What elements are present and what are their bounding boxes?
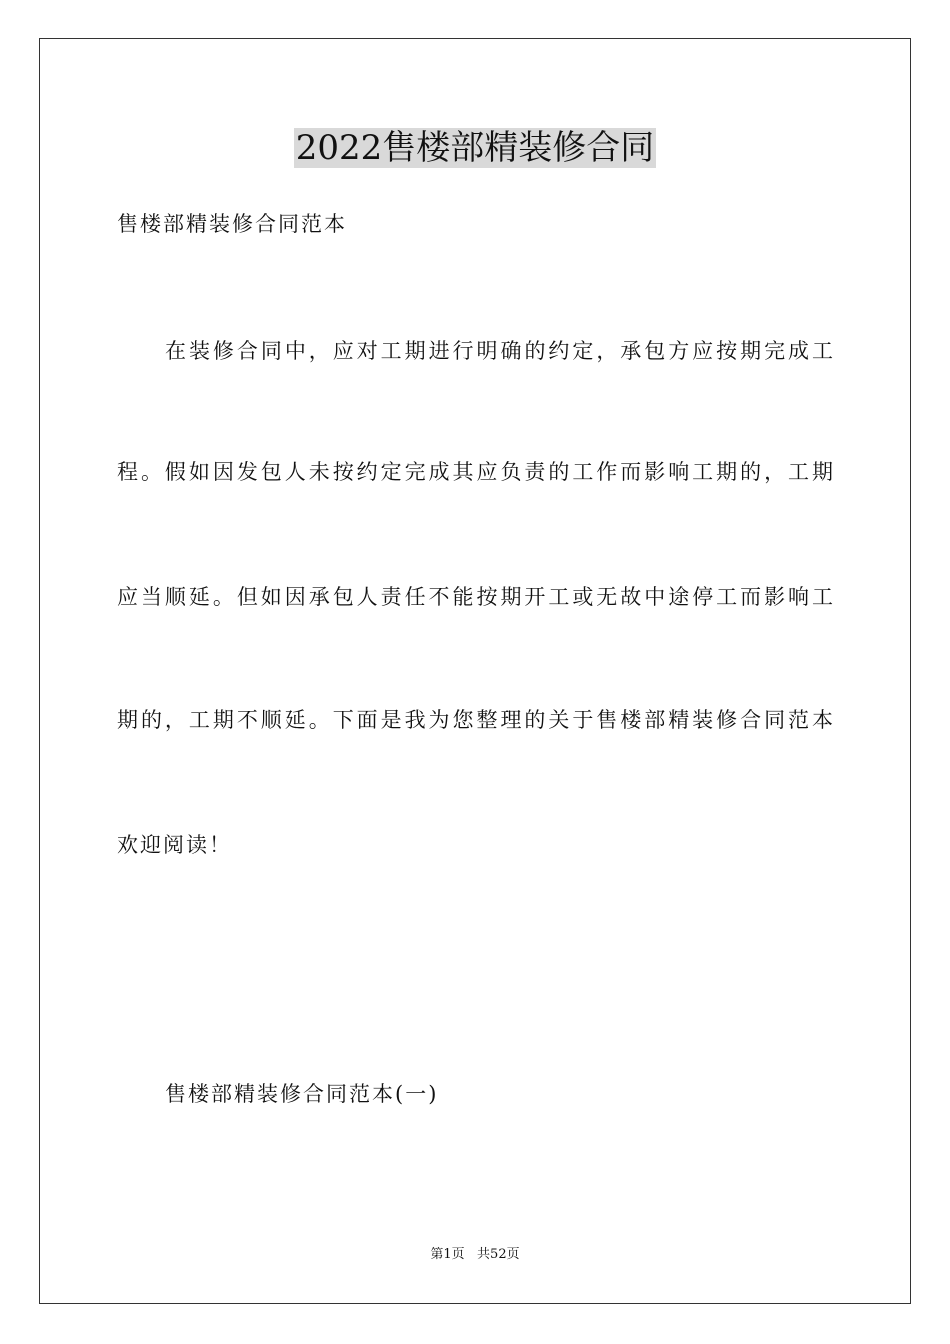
section-heading: 售楼部精装修合同范本(一) — [165, 1082, 439, 1106]
document-title-text: 2022售楼部精装修合同 — [295, 128, 655, 168]
paragraph-line: 应当顺延。但如因承包人责任不能按期开工或无故中途停工而影响工 — [117, 585, 833, 609]
paragraph-line: 在装修合同中，应对工期进行明确的约定，承包方应按期完成工 — [165, 339, 833, 363]
paragraph-line: 期的，工期不顺延。下面是我为您整理的关于售楼部精装修合同范本 — [117, 708, 833, 732]
paragraph-line: 欢迎阅读！ — [117, 833, 232, 857]
page-footer: 第1页 共52页 — [430, 1247, 520, 1262]
document-title — [0, 126, 950, 170]
document-subtitle: 售楼部精装修合同范本 — [117, 212, 347, 236]
paragraph-line: 程。假如因发包人未按约定完成其应负责的工作而影响工期的，工期 — [117, 460, 833, 484]
